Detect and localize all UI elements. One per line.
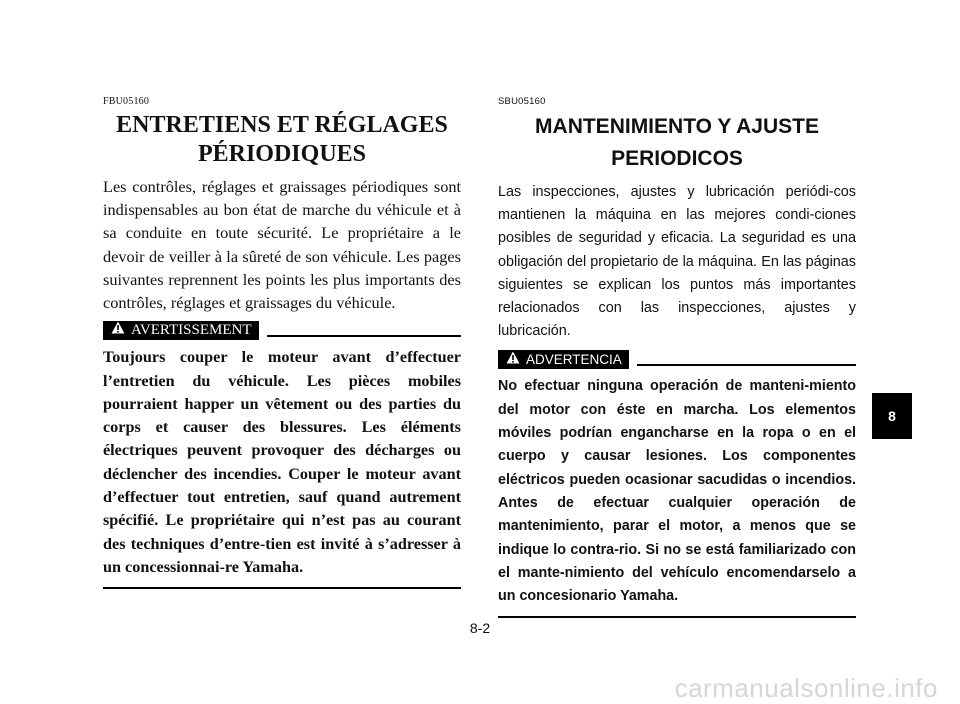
body-text: Las inspecciones, ajustes y lubricación periódi-cos mantienen la máquina en las mejores condi-ciones posibles de seguridad y eficacia. La seguridad es una obligación del propietario de la máquina. En las páginas siguientes se explican los puntos más importantes relacionados con las inspecciones, ajustes y lubricación. xyxy=(498,184,856,340)
title-line-2: PERIODICOS xyxy=(611,147,743,170)
warning-label: ADVERTENCIA xyxy=(526,351,622,367)
section-title xyxy=(103,111,461,169)
end-rule xyxy=(103,587,461,589)
warning-rule xyxy=(267,335,462,337)
warning-triangle-icon xyxy=(111,321,125,339)
spanish-column xyxy=(498,96,856,618)
title-line-2: PÉRIODIQUES xyxy=(197,141,367,167)
warning-text: Toujours couper le moteur avant d’effectuer l’entretien du véhicule. Les pièces mobiles pourraient happer un vêtement ou des parties du corps et causer des blessures. Les éléments électriques peuvent provoquer des décharges ou déclencher des incendies. Couper le moteur avant d’effectuer tout entretien, sauf quand autrement spécifié. Le propriétaire qui n’est pas au courant des techniques d’entre-tien est invité à s’adresser à un concessionnai-re Yamaha. xyxy=(103,348,461,576)
section-title xyxy=(498,111,856,175)
warning-badge xyxy=(498,350,629,369)
chapter-tab: 8 xyxy=(872,393,912,439)
warning-label: AVERTISSEMENT xyxy=(131,321,252,338)
french-column xyxy=(103,96,461,589)
section-code: FBU05160 xyxy=(103,96,150,107)
watermark: carmanualsonline.info xyxy=(674,673,938,703)
warning-triangle-icon xyxy=(506,351,520,367)
warning-badge xyxy=(103,321,259,340)
warning-header xyxy=(498,349,856,369)
body-text: Les contrôles, réglages et graissages périodiques sont indispensables au bon état de marche du véhicule et à sa conduite en toute sécurité. Le propriétaire a le devoir de veiller à la sûreté de son véhicule. Les pages suivantes reprennent les points les plus importants des contrôles, réglages et graissages du véhicule. xyxy=(103,177,461,313)
section-code: SBU05160 xyxy=(498,96,546,107)
end-rule xyxy=(498,616,856,618)
title-line-1: MANTENIMIENTO Y AJUSTE xyxy=(535,115,819,138)
warning-header xyxy=(103,320,461,340)
title-line-1: ENTRETIENS ET RÉGLAGES xyxy=(116,112,448,138)
page-number: 8-2 xyxy=(469,620,491,636)
warning-text: No efectuar ninguna operación de manteni-miento del motor con éste en marcha. Los elementos móviles podrían engancharse en la ropa o en el cuerpo y causar lesiones. Los componentes eléctricos pueden ocasionar sacudidas o incendios. Antes de efectuar cualquier operación de mantenimiento, parar el motor, a menos que se indique lo contra-rio. Si no se está familiarizado con el mante-nimiento del vehículo encomendarselo a un concesionario Yamaha. xyxy=(498,378,856,605)
warning-rule xyxy=(637,364,856,366)
